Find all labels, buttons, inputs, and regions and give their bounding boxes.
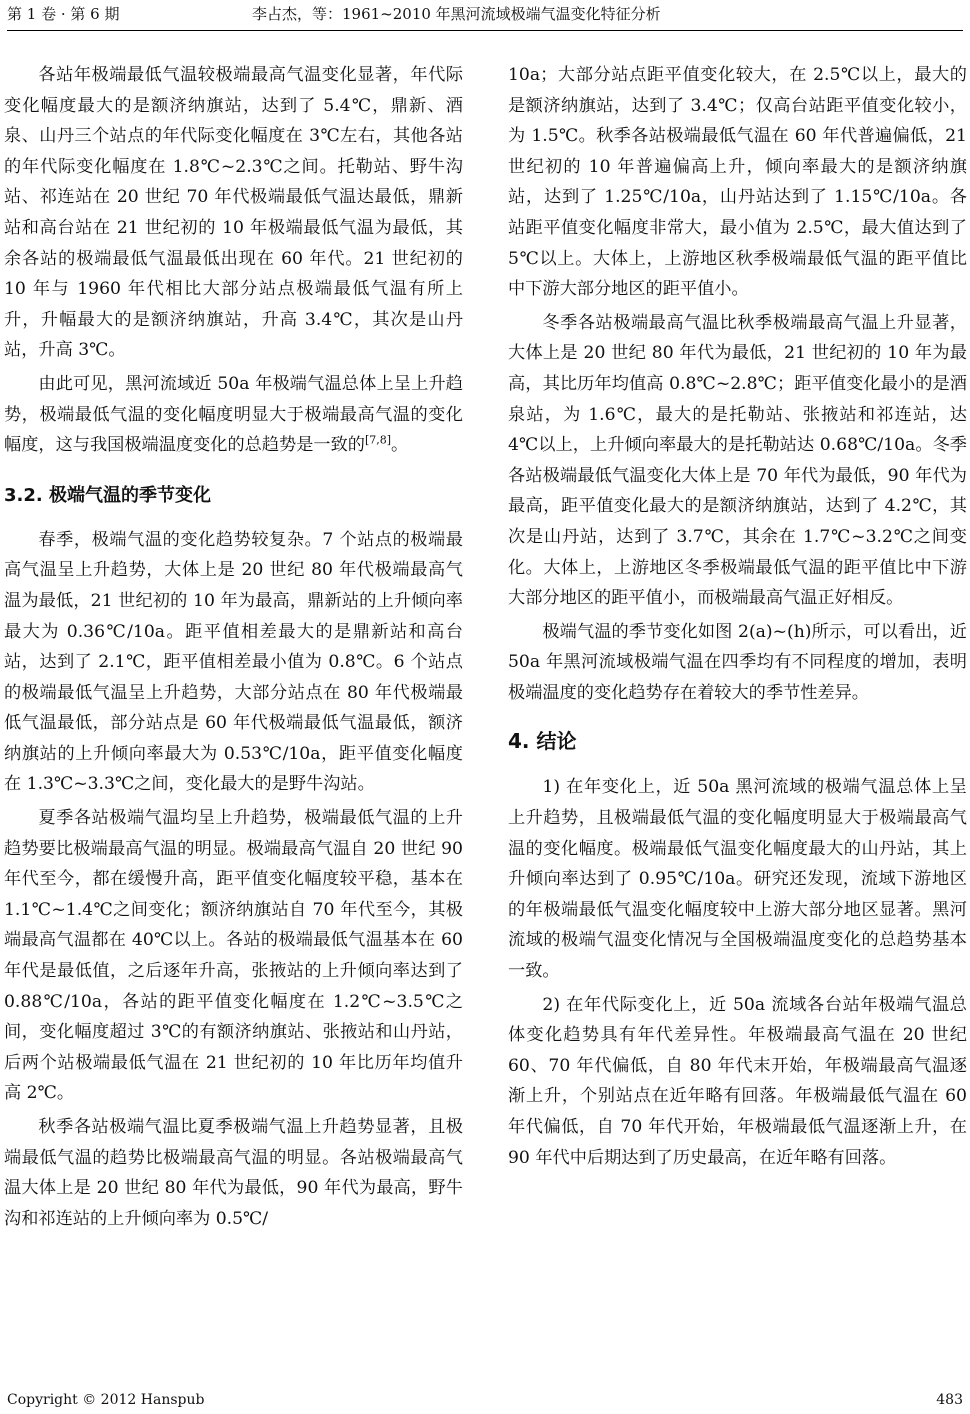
journal-issue: 第 1 卷 · 第 6 期 [7, 5, 120, 23]
paragraph-end: 。 [391, 435, 409, 456]
paragraph: 2) 在年代际变化上，近 50a 流域各台站年极端气温总体变化趋势具有年代差异性。年极端最高气温在 20 世纪 60、70 年代偏低，自 80 年代末开始，年极端最高气温逐渐上升，个别站点在近年略有回落。年极端最低气温在 60 年代偏低，自 70 年代开始，年极端最低气温逐渐上升，在 90 年代中后期达到了历史最高，在近年略有回落。 [508, 994, 967, 1168]
citation-ref: [7,8] [364, 433, 392, 447]
article-running-title: 李占杰，等：1961~2010 年黑河流域极端气温变化特征分析 [252, 5, 661, 23]
paragraph [4, 369, 463, 461]
paragraph: 秋季各站极端气温比夏季极端气温上升趋势显著，且极端最低气温的趋势比极端最高气温的明显。各站极端最高气温大体上是 20 世纪 80 年代为最低，90 年代为最高，野牛沟和祁连站的上升倾向率为 0.5℃/ [4, 1117, 463, 1229]
paragraph-text: 由此可见，黑河流域近 50a 年极端气温总体上呈上升趋势，极端最低气温的变化幅度明显大于极端最高气温的变化幅度，这与我国极端温度变化的总趋势是一致的 [4, 373, 463, 456]
paragraph: 春季，极端气温的变化趋势较复杂。7 个站点的极端最高气温呈上升趋势，大体上是 20 世纪 80 年代极端最高气温为最低，21 世纪初的 10 年为最高，鼎新站的上升倾向率最大为 0.36℃/10a。距平值相差最大的是鼎新站和高台站，达到了 2.1℃，距平值相差最小值为 0.8℃。6 个站点的极端最低气温呈上升趋势，大部分站点在 80 年代极端最低气温最低，部分站点是 60 年代极端最低气温最低，额济纳旗站的上升倾向率最大为 0.53℃/10a，距平值变化幅度在 1.3℃~3.3℃之间，变化最大的是野牛沟站。 [4, 529, 463, 795]
paragraph: 10a；大部分站点距平值变化较大，在 2.5℃以上，最大的是额济纳旗站，达到了 3.4℃；仅高台站距平值变化较小，为 1.5℃。秋季各站极端最低气温在 60 年代普遍偏低，21 世纪初的 10 年普遍偏高上升，倾向率最大的是额济纳旗站，达到了 1.25℃/10a，山丹站达到了 1.15℃/10a。各站距平值变化幅度非常大，最小值为 2.5℃，最大值达到了 5℃以上。大体上，上游地区秋季极端最低气温的距平值比中下游大部分地区的距平值小。 [508, 65, 967, 300]
page-number: 483 [936, 1392, 963, 1408]
section-heading-4: 4. 结论 [508, 729, 577, 754]
paragraph: 冬季各站极端最高气温比秋季极端最高气温上升显著，大体上是 20 世纪 80 年代为最低，21 世纪初的 10 年为最高，其比历年均值高 0.8℃~2.8℃；距平值变化最小的是酒泉站，为 1.6℃，最大的是托勒站、张掖站和祁连站，达 4℃以上，上升倾向率最大的是托勒站达 0.68℃/10a。冬季各站极端最低气温变化大体上是 70 年代为最低，90 年代为最高，距平值变化最大的是额济纳旗站，达到了 4.2℃，其次是山丹站，达到了 3.7℃，其余在 1.7℃~3.2℃之间变化。大体上，上游地区冬季极端最低气温的距平值比中下游大部分地区的距平值小，而极端最高气温正好相反。 [508, 312, 967, 609]
section-heading-3-2: 3.2. 极端气温的季节变化 [4, 484, 211, 506]
paragraph: 1) 在年变化上，近 50a 黑河流域的极端气温总体上呈上升趋势，且极端最低气温的变化幅度明显大于极端最高气温的变化幅度。极端最低气温变化幅度最大的山丹站，其上升倾向率达到了 0.95℃/10a。研究还发现，流域下游地区的年极端最低气温变化幅度较中上游大部分地区显著。黑河流域的极端气温变化情况与全国极端温度变化的总趋势基本一致。 [508, 777, 967, 982]
left-column [4, 60, 463, 1237]
paragraph: 极端气温的季节变化如图 2(a)~(h)所示，可以看出，近 50a 年黑河流域极端气温在四季均有不同程度的增加，表明极端温度的变化趋势存在着较大的季节性差异。 [508, 621, 967, 703]
right-column [508, 60, 967, 1176]
copyright-notice: Copyright © 2012 Hanspub [7, 1392, 205, 1408]
paragraph: 夏季各站极端气温均呈上升趋势，极端最低气温的上升趋势要比极端最高气温的明显。极端最高气温自 20 世纪 90 年代至今，都在缓慢升高，距平值变化幅度较平稳，基本在 1.1℃~1.4℃之间变化；额济纳旗站自 70 年代至今，其极端最高气温都在 40℃以上。各站的极端最低气温基本在 60 年代是最低值，之后逐年升高，张掖站的上升倾向率达到了 0.88℃/10a，各站的距平值变化幅度在 1.2℃~3.5℃之间，变化幅度超过 3℃的有额济纳旗站、张掖站和山丹站，后两个站极端最低气温在 21 世纪初的 10 年比历年均值升高 2℃。 [4, 808, 463, 1104]
running-header [7, 0, 963, 31]
paragraph: 各站年极端最低气温较极端最高气温变化显著，年代际变化幅度最大的是额济纳旗站，达到了 5.4℃，鼎新、酒泉、山丹三个站点的年代际变化幅度在 3℃左右，其他各站的年代际变化幅度在 1.8℃~2.3℃之间。托勒站、野牛沟站、祁连站在 20 世纪 70 年代极端最低气温达最低，鼎新站和高台站在 21 世纪初的 10 年极端最低气温为最低，其余各站的极端最低气温最低出现在 60 年代。21 世纪初的 10 年与 1960 年代相比大部分站点极端最低气温有所上升，升幅最大的是额济纳旗站，升高 3.4℃，其次是山丹站，升高 3℃。 [4, 65, 463, 361]
